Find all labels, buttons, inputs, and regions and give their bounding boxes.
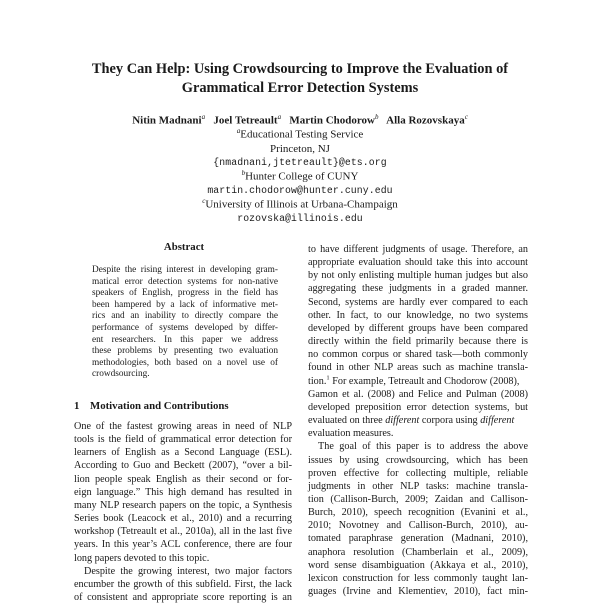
body-line: by not only enlisting multiple human judges but also	[308, 270, 528, 282]
affiliation-email: {nmadnani,jtetreault}@ets.org	[213, 156, 387, 168]
section-number: 1	[74, 400, 80, 412]
abstract-line: matical error detection systems for non-native	[92, 276, 278, 287]
abstract-line: crowdsourcing.	[92, 369, 150, 380]
body-line: Burch, 2010), speech recognition (Evanini et al.,	[308, 507, 528, 519]
abstract-line: rics and an inability to directly compare the	[92, 311, 278, 322]
affiliation-name: University of Illinois at Urbana-Champaign	[205, 198, 398, 211]
body-line: long papers devoted to this topic.	[74, 552, 210, 564]
body-line: lexicon construction for less commonly taught lan-	[308, 572, 528, 584]
affiliation-mark: a	[236, 127, 241, 135]
body-fragment: evaluated on three	[308, 415, 383, 427]
body-line: developed by different groups have been compared	[308, 322, 528, 334]
title-line-1: They Can Help: Using Crowdsourcing to Improve the Evaluation of	[91, 61, 509, 77]
body-line: of consistent and appropriate score reporting is an	[74, 592, 292, 604]
body-line: proven effective for collecting multiple, reliable	[308, 467, 528, 479]
emphasis: different	[480, 415, 515, 427]
body-line: to have different judgments of usage. Therefore, an	[308, 244, 528, 255]
affiliation-mark: c	[202, 197, 206, 205]
abstract-line: these problems by presenting two evaluation	[92, 346, 278, 357]
abstract-line: speakers of English, progress in the field has	[92, 288, 278, 299]
body-fragment: For example, Tetreault and Chodorow (2008),	[332, 375, 520, 387]
right-column-body	[308, 243, 528, 598]
footnote-mark: 1	[326, 374, 330, 382]
emphasis: different	[385, 415, 420, 427]
body-line: According to Guo and Beckett (2007), “over a bil-	[74, 460, 292, 472]
body-line: other. In fact, to our knowledge, no two systems	[308, 309, 528, 321]
paper-title	[60, 60, 540, 98]
body-line: Despite the growing interest, two major factors	[84, 565, 292, 577]
author-mark: a	[201, 113, 206, 121]
affiliation-email: rozovska@illinois.edu	[237, 212, 363, 224]
abstract-line: been hampered by a lack of informative met-	[92, 299, 278, 310]
affiliation-name: Educational Testing Service	[240, 128, 364, 141]
body-line: Second, systems are hardly ever compared to each	[308, 296, 528, 308]
body-line: Gamon et al. (2008) and Felice and Pulman (2008)	[308, 388, 528, 400]
body-line: judgments in other NLP tasks: machine transla-	[308, 480, 528, 492]
body-line: aggregating these judgments in a graded manner.	[308, 283, 528, 295]
abstract-line: ent researchers. In this paper we address	[92, 334, 278, 345]
author-mark: b	[375, 113, 379, 121]
body-line: evaluation measures.	[308, 428, 394, 440]
affiliation-location: Princeton, NJ	[270, 142, 330, 155]
body-line: issues by using crowdsourcing, which has been	[308, 454, 528, 466]
body-line: tools is the field of grammatical error detection for	[74, 434, 292, 446]
body-fragment: corpora using	[421, 415, 478, 427]
body-line: anaphora resolution (Chamberlain et al., 2009),	[308, 546, 528, 558]
affiliation-a	[100, 124, 500, 170]
affiliation-name: Hunter College of CUNY	[245, 170, 359, 183]
body-line: many NLP research papers on the topic, a Synthesis	[74, 499, 292, 511]
abstract-line: Despite the rising interest in developing gram-	[92, 265, 278, 275]
author-name: Alla Rozovskaya	[386, 114, 465, 127]
body-line: workshop (Tetreault et al., 2010a), all in the last five	[74, 526, 292, 538]
body-fragment: tion.	[308, 375, 327, 387]
section-title: Motivation and Contributions	[90, 400, 229, 412]
body-line: directly within the field primarily because there is	[308, 336, 528, 348]
body-line: found in other NLP areas such as machine transla-	[308, 362, 528, 374]
author-name: Nitin Madnani	[132, 114, 202, 127]
body-line: eign language.” This high demand has resulted in	[74, 486, 292, 498]
title-line-2: Grammatical Error Detection Systems	[181, 80, 419, 96]
author-mark: c	[464, 113, 468, 121]
body-line: learners of English as a Second Language (ESL).	[74, 447, 292, 459]
body-line: 2010; Novotney and Callison-Burch, 2010), au-	[308, 520, 528, 532]
author-mark: a	[277, 113, 282, 121]
body-line: Series book (Leacock et al., 2010) and a recurring	[74, 513, 292, 525]
abstract-line: performance of systems developed by differ-	[92, 322, 278, 333]
author-name: Joel Tetreault	[213, 114, 278, 127]
abstract-line: methodologies, both based on a novel use of	[92, 357, 278, 368]
body-line: lion people speak English as their second or for-	[74, 473, 292, 485]
body-line: appropriate evaluation should take this into account	[308, 257, 528, 269]
abstract-heading: Abstract	[163, 241, 205, 253]
body-line: no common corpus or shared task—both commonly	[308, 349, 528, 361]
affiliation-b	[100, 166, 500, 198]
body-line: encumber the growth of this subfield. First, the lack	[74, 578, 292, 590]
body-line	[308, 414, 528, 427]
body-line: word sense disambiguation (Akkaya et al., 2010),	[308, 559, 528, 571]
body-line: tion (Callison-Burch, 2009; Zaidan and Callison-	[308, 493, 528, 505]
affiliation-email: martin.chodorow@hunter.cuny.edu	[207, 184, 393, 196]
author-name: Martin Chodorow	[289, 114, 376, 127]
affiliation-mark: b	[241, 169, 246, 177]
body-line: developed preposition error detection systems, but	[308, 401, 528, 413]
body-line: tomated paraphrase generation (Madnani, 2010),	[308, 533, 528, 545]
body-line: The goal of this paper is to address the above	[318, 441, 528, 453]
abstract-body	[92, 265, 278, 381]
body-line: guages (Irvine and Klementiev, 2010), fact min-	[308, 586, 528, 598]
section-heading	[74, 400, 229, 412]
body-line: years. In this year’s ACL conference, there are four	[74, 539, 292, 551]
body-line	[308, 375, 528, 388]
left-column-body	[74, 420, 292, 604]
affiliation-c	[100, 194, 500, 226]
body-line: One of the fastest growing areas in need of NLP	[74, 421, 292, 432]
